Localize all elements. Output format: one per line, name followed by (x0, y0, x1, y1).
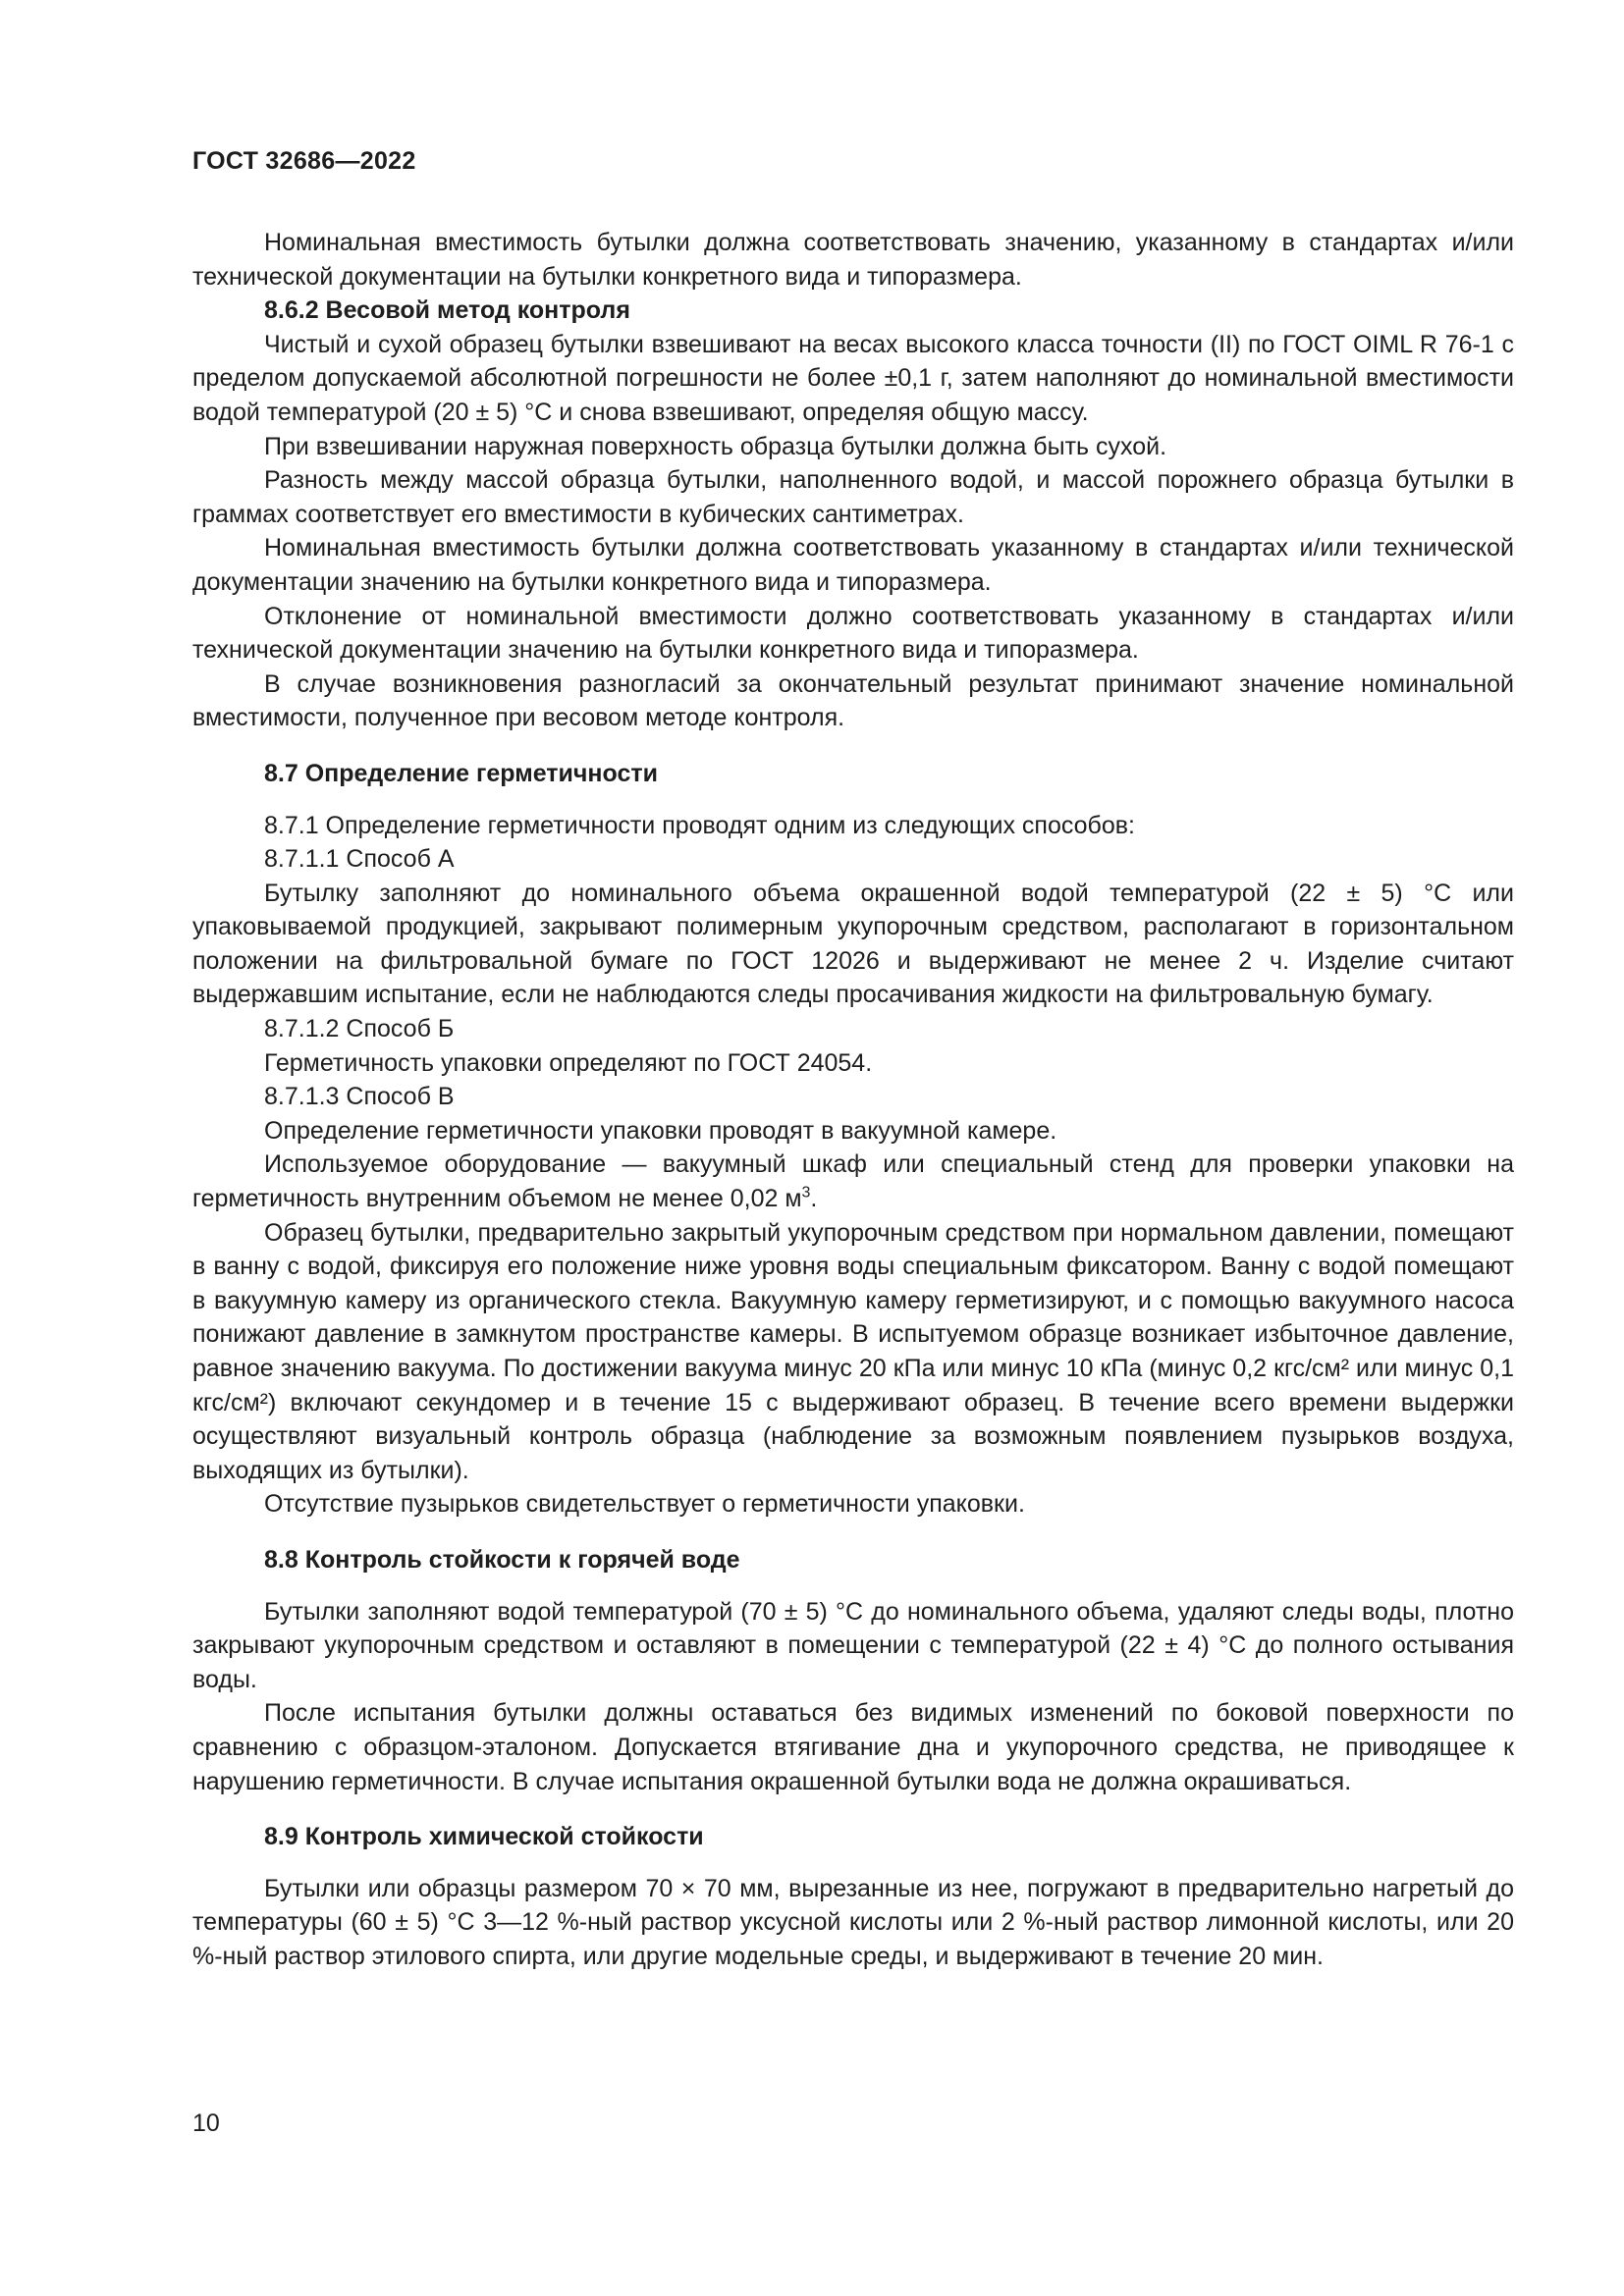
paragraph: Бутылки заполняют водой температурой (70 ± 5) °С до номинального объема, удаляют следы воды, плотно закрывают укупорочным средством и оставляют в помещении с температурой (22 ± 4) °С до полного остывания воды. (192, 1597, 1514, 1693)
document-body (192, 226, 1514, 1974)
section-heading-8-9: 8.9 Контроль химической стойкости (264, 1823, 704, 1851)
document-code-header: ГОСТ 32686—2022 (192, 147, 416, 175)
clause-label: 8.7.1.1 Способ А (264, 845, 455, 874)
superscript-cubic: 3 (801, 1184, 811, 1201)
paragraph: При взвешивании наружная поверхность образца бутылки должна быть сухой. (264, 432, 1167, 460)
page-number: 10 (192, 2109, 220, 2137)
paragraph: Отсутствие пузырьков свидетельствует о герметичности упаковки. (264, 1490, 1025, 1519)
paragraph: Определение герметичности упаковки проводят в вакуумной камере. (264, 1116, 1057, 1145)
paragraph: Чистый и сухой образец бутылки взвешивают на весах высокого класса точности (II) по ГОСТ OIML R 76-1 с пределом допускаемой абсолютной погрешности не более ±0,1 г, затем наполняют до номинальной вместимости водой температурой (20 ± 5) °С и снова взвешивают, определяя общую массу. (192, 330, 1514, 426)
paragraph: Отклонение от номинальной вместимости должно соответствовать указанному в стандартах и/или технической документации значению на бутылки конкретного вида и типоразмера. (192, 602, 1514, 665)
paragraph-text: Используемое оборудование — вакуумный шкаф или специальный стенд для проверки упаковки на герметичность внутренним объемом не менее 0,02 м (192, 1150, 1514, 1213)
paragraph: Номинальная вместимость бутылки должна соответствовать указанному в стандартах и/или технической документации значению на бутылки конкретного вида и типоразмера. (192, 534, 1514, 596)
paragraph-end: . (810, 1185, 818, 1213)
paragraph: Номинальная вместимость бутылки должна соответствовать значению, указанному в стандартах и/или технической документации на бутылки конкретного вида и типоразмера. (192, 229, 1514, 291)
section-heading-8-7: 8.7 Определение герметичности (264, 759, 658, 787)
paragraph-equipment (192, 1148, 1514, 1215)
section-heading-8-8: 8.8 Контроль стойкости к горячей воде (264, 1545, 740, 1574)
paragraph: После испытания бутылки должны оставаться без видимых изменений по боковой поверхности по сравнению с образцом-эталоном. Допускается втягивание дна и укупорочного средства, не приводящее к нарушению герметичности. В случае испытания окрашенной бутылки вода не должна окрашиваться. (192, 1699, 1514, 1795)
paragraph: Разность между массой образца бутылки, наполненного водой, и массой порожнего образца бутылки в граммах соответствует его вместимости в кубических сантиметрах. (192, 466, 1514, 528)
paragraph: Бутылки или образцы размером 70 × 70 мм, вырезанные из нее, погружают в предварительно нагретый до температуры (60 ± 5) °С 3—12 %-ный раствор уксусной кислоты или 2 %-ный раствор лимонной кислоты, или 20 %-ный раствор этилового спирта, или другие модельные среды, и выдерживают в течение 20 мин. (192, 1874, 1514, 1970)
clause-label: 8.7.1.3 Способ В (264, 1083, 455, 1111)
paragraph: 8.7.1 Определение герметичности проводят одним из следующих способов: (264, 811, 1135, 839)
paragraph: Образец бутылки, предварительно закрытый укупорочным средством при нормальном давлении, помещают в ванну с водой, фиксируя его положение ниже уровня воды специальным фиксатором. Ванну с водой помещают в вакуумную камеру из органического стекла. Вакуумную камеру герметизируют, и с помощью вакуумного насоса понижают давление в замкнутом пространстве камеры. В испытуемом образце возникает избыточное давление, равное значению вакуума. По достижении вакуума минус 20 кПа или минус 10 кПа (минус 0,2 кгс/см² или минус 0,1 кгс/см²) включают секундомер и в течение 15 с выдерживают образец. В течение всего времени выдержки осуществляют визуальный контроль образца (наблюдение за возможным появлением пузырьков воздуха, выходящих из бутылки). (192, 1218, 1514, 1484)
paragraph: Бутылку заполняют до номинального объема окрашенной водой температурой (22 ± 5) °С или упаковываемой продукцией, закрывают полимерным укупорочным средством, располагают в горизонтальном положении на фильтровальной бумаге по ГОСТ 12026 и выдерживают не менее 2 ч. Изделие считают выдержавшим испытание, если не наблюдаются следы просачивания жидкости на фильтровальную бумагу. (192, 879, 1514, 1009)
subsection-heading-8-6-2: 8.6.2 Весовой метод контроля (264, 296, 630, 325)
clause-label: 8.7.1.2 Способ Б (264, 1015, 455, 1043)
paragraph: Герметичность упаковки определяют по ГОСТ 24054. (264, 1048, 873, 1077)
paragraph: В случае возникновения разногласий за окончательный результат принимают значение номинальной вместимости, полученное при весовом методе контроля. (192, 669, 1514, 732)
